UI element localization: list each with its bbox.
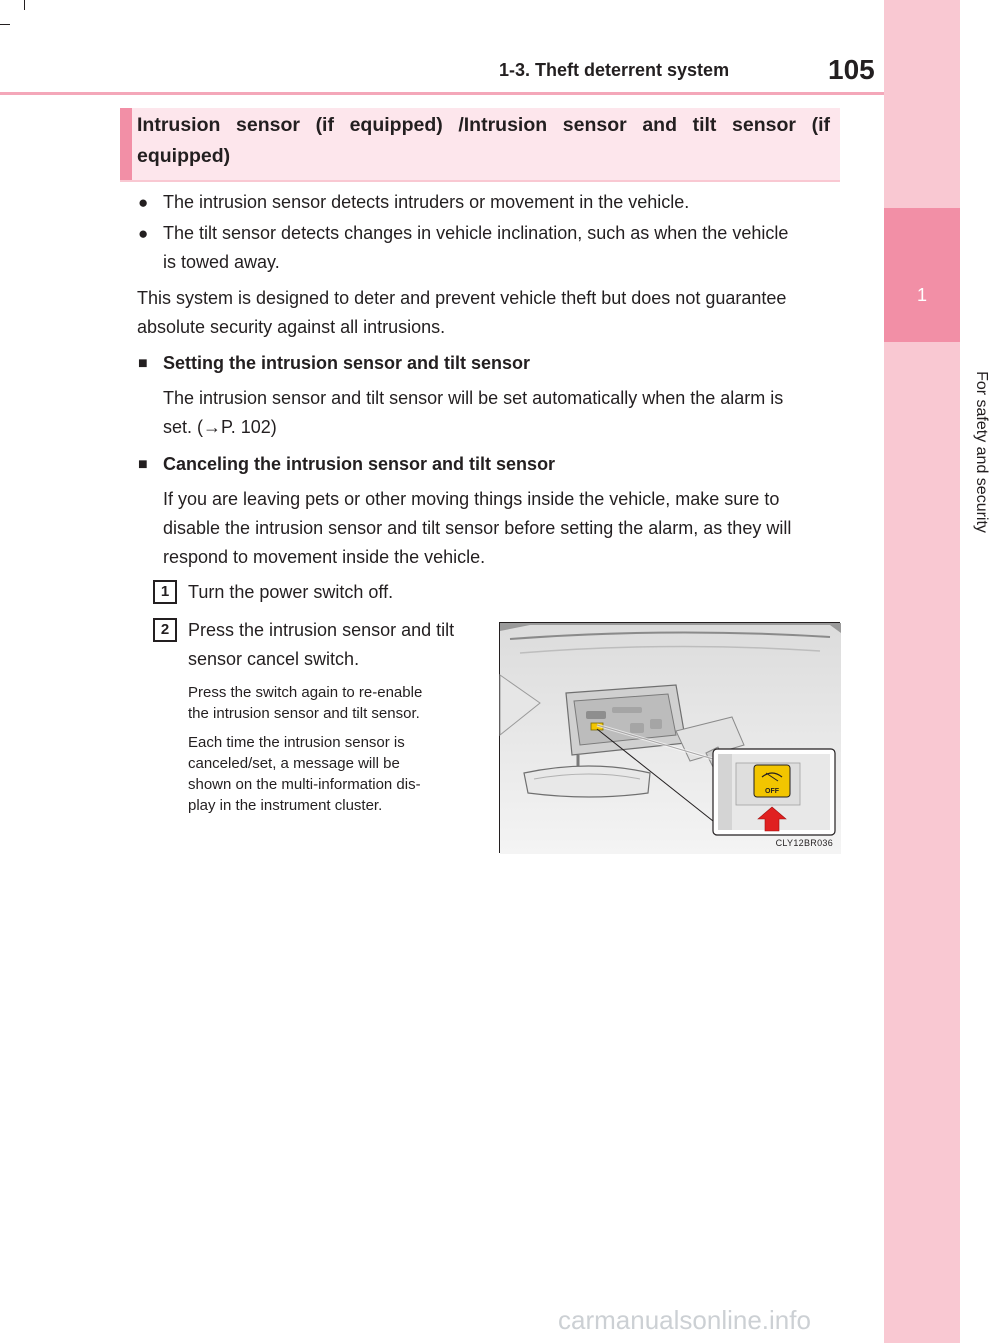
step-text: sensor cancel switch. xyxy=(188,649,360,669)
bullet-icon: ● xyxy=(138,224,149,243)
bullet-text: is towed away. xyxy=(163,252,280,272)
subsection-text: respond to movement inside the vehicle. xyxy=(163,547,486,567)
bullet-text: The intrusion sensor detects intruders or movement in the vehicle. xyxy=(163,192,690,212)
subsection-text: disable the intrusion sensor and tilt sensor before setting the alarm, as they will xyxy=(163,518,792,538)
header-rule xyxy=(0,92,884,95)
switch-off-label: OFF xyxy=(765,788,779,795)
note-text: canceled/set, a message will be xyxy=(188,755,400,772)
subsection-text: The intrusion sensor and tilt sensor will be set automatically when the alarm is xyxy=(163,388,784,408)
subsection-text: If you are leaving pets or other moving things inside the vehicle, make sure to xyxy=(163,489,780,509)
figure-code: CLY12BR036 xyxy=(775,838,833,848)
intro-text: absolute security against all intrusions. xyxy=(137,317,446,337)
watermark: carmanualsonline.info xyxy=(558,1305,811,1335)
step-number-badge: 1 xyxy=(153,580,177,604)
note-text: shown on the multi-information dis- xyxy=(188,776,421,793)
note-text: play in the instrument cluster. xyxy=(188,797,383,814)
bullet-text: The tilt sensor detects changes in vehicle inclination, such as when the vehicle xyxy=(163,223,789,243)
note-text: Each time the intrusion sensor is xyxy=(188,734,405,751)
subsection-title: Canceling the intrusion sensor and tilt sensor xyxy=(163,454,556,474)
intro-text: This system is designed to deter and prevent vehicle theft but does not guarantee xyxy=(137,288,787,308)
overhead-console-drawing xyxy=(500,623,841,854)
side-tab-active-chapter xyxy=(884,208,960,342)
subsection-text: set. (→P. 102) xyxy=(163,417,277,437)
subsection-title: Setting the intrusion sensor and tilt sensor xyxy=(163,353,531,373)
step-text: Press the intrusion sensor and tilt xyxy=(188,620,455,640)
crop-mark xyxy=(0,24,10,25)
crop-mark xyxy=(24,0,25,10)
overhead-console-illustration xyxy=(499,622,840,853)
square-bullet-icon: ■ xyxy=(138,355,148,372)
page-number: 105 xyxy=(828,54,875,85)
note-text: the intrusion sensor and tilt sensor. xyxy=(188,705,420,722)
square-bullet-icon: ■ xyxy=(138,456,148,473)
section-heading: Intrusion sensor (if equipped) /Intrusion sensor and tilt sensor (if equipped) xyxy=(137,114,830,167)
chapter-number: 1 xyxy=(916,285,927,305)
note-text: Press the switch again to re-enable xyxy=(188,684,423,701)
running-header-section: 1-3. Theft deterrent system xyxy=(499,60,730,80)
step-number-badge: 2 xyxy=(153,618,177,642)
chapter-title: For safety and security xyxy=(973,371,990,533)
side-tab xyxy=(884,0,960,1343)
bullet-icon: ● xyxy=(138,193,149,212)
section-heading-accent xyxy=(120,108,132,180)
step-text: Turn the power switch off. xyxy=(188,582,394,602)
